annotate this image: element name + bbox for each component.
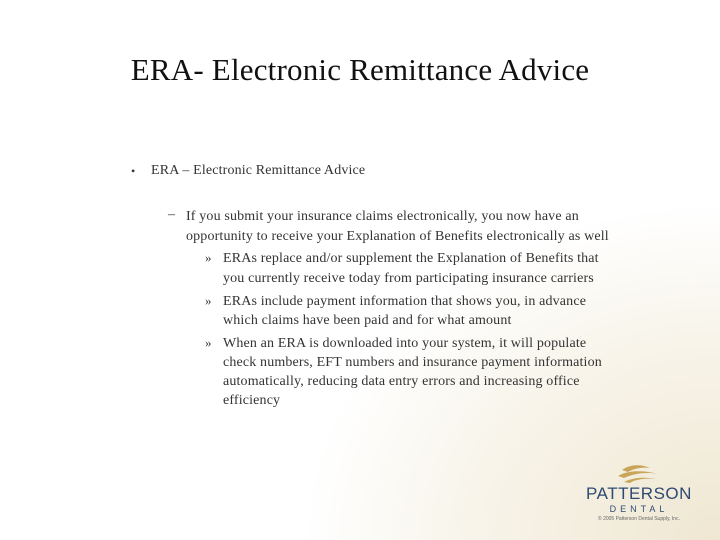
raquo-icon: »	[205, 335, 212, 350]
sub-sub-bullet-3-line-3: automatically, reducing data entry errors and increasing office	[223, 374, 580, 389]
raquo-icon: »	[205, 293, 212, 308]
raquo-icon: »	[205, 250, 212, 265]
sub-sub-bullet-2-line-2: which claims have been paid and for what amount	[223, 313, 512, 328]
logo-wave-icon	[584, 462, 694, 484]
sub-sub-bullet-3-line-1: When an ERA is downloaded into your system, it will populate	[223, 336, 587, 351]
logo-dental-text: DENTAL	[609, 504, 669, 514]
bullet-dot-icon: •	[131, 164, 136, 178]
bullet-text: ERA – Electronic Remittance Advice	[151, 163, 366, 178]
dash-icon: –	[168, 207, 175, 222]
patterson-dental-logo	[584, 462, 694, 532]
sub-sub-bullet-2-line-1: ERAs include payment information that shows you, in advance	[223, 294, 587, 309]
sub-bullet-line-2: opportunity to receive your Explanation of Benefits electronically as well	[186, 229, 609, 244]
sub-sub-bullet-3-line-4: efficiency	[223, 393, 281, 408]
sub-sub-bullet-1-line-2: you currently receive today from participating insurance carriers	[223, 271, 594, 286]
logo-copyright-text: © 2005 Patterson Dental Supply, Inc.	[598, 516, 680, 522]
sub-sub-bullet-1-line-1: ERAs replace and/or supplement the Explanation of Benefits that	[223, 251, 599, 266]
sub-sub-bullet-3-line-2: check numbers, EFT numbers and insurance payment information	[223, 355, 602, 370]
sub-bullet-line-1: If you submit your insurance claims electronically, you now have an	[186, 209, 579, 224]
slide-title: ERA- Electronic Remittance Advice	[130, 52, 590, 87]
logo-patterson-text: PATTERSON	[586, 484, 692, 503]
